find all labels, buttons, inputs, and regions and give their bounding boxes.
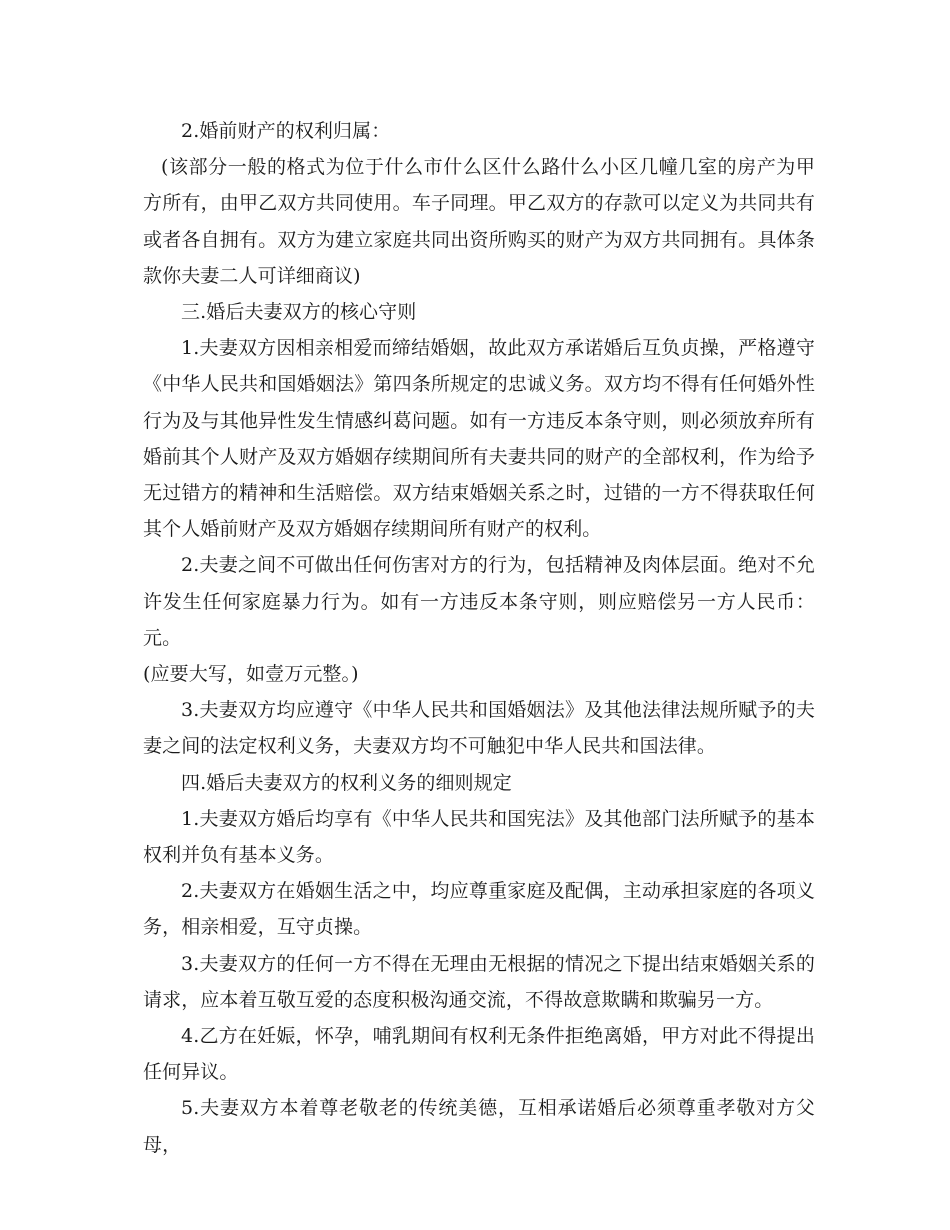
paragraph-fidelity-rule: 1.夫妻双方因相亲相爱而缔结婚姻，故此双方承诺婚后互负贞操，严格遵守《中华人民共和国婚姻法》第四条所规定的忠诚义务。双方均不得有任何婚外性行为及与其他异性发生情感纠葛问题。如有一方违反本条守则，则必须放弃所有婚前其个人财产及双方婚姻存续期间所有夫妻共同的财产的全部权利，作为给予无过错方的精神和生活赔偿。双方结束婚姻关系之时，过错的一方不得获取任何其个人婚前财产及双方婚姻存续期间所有财产的权利。 <box>143 337 815 541</box>
paragraph-no-harm-rule: 2.夫妻之间不可做出任何伤害对方的行为，包括精神及肉体层面。绝对不允许发生任何家庭暴力行为。如有一方违反本条守则，则应赔偿另一方人民币：元。 <box>143 554 815 649</box>
paragraph-respect-family: 2.夫妻双方在婚姻生活之中，均应尊重家庭及配偶，主动承担家庭的各项义务，相亲相爱，互守贞操。 <box>143 880 815 939</box>
paragraph-premarital-property-heading: 2.婚前财产的权利归属： <box>181 120 391 142</box>
section-heading-core-rules: 三.婚后夫妻双方的核心守则 <box>181 301 417 324</box>
paragraph-amount-note: (应要大写，如壹万元整。) <box>143 663 359 686</box>
paragraph-basic-rights: 1.夫妻双方婚后均享有《中华人民共和国宪法》及其他部门法所赋予的基本权利并负有基本义务。 <box>143 807 815 867</box>
paragraph-premarital-property-note: (该部分一般的格式为位于什么市什么区什么路什么小区几幢几室的房产为甲方所有，由甲乙双方共同使用。车子同理。甲乙双方的存款可以定义为共同共有或者各自拥有。双方为建立家庭共同出资所购买的财产为双方共同拥有。具体条款你夫妻二人可详细商议) <box>143 156 815 287</box>
paragraph-no-unjustified-divorce: 3.夫妻双方的任何一方不得在无理由无根据的情况之下提出结束婚姻关系的请求，应本着互敬互爱的态度积极沟通交流，不得故意欺瞒和欺骗另一方。 <box>143 952 815 1011</box>
paragraph-respect-elders: 5.夫妻双方本着尊老敬老的传统美德，互相承诺婚后必须尊重孝敬对方父母， <box>143 1097 815 1156</box>
document-body <box>143 113 815 1163</box>
paragraph-pregnancy-protection: 4.乙方在妊娠，怀孕，哺乳期间有权利无条件拒绝离婚，甲方对此不得提出任何异议。 <box>143 1025 815 1084</box>
section-heading-rights-duties: 四.婚后夫妻双方的权利义务的细则规定 <box>181 771 512 794</box>
paragraph-obey-law-rule: 3.夫妻双方均应遵守《中华人民共和国婚姻法》及其他法律法规所赋予的夫妻之间的法定权利义务，夫妻双方均不可触犯中华人民共和国法律。 <box>143 699 815 758</box>
